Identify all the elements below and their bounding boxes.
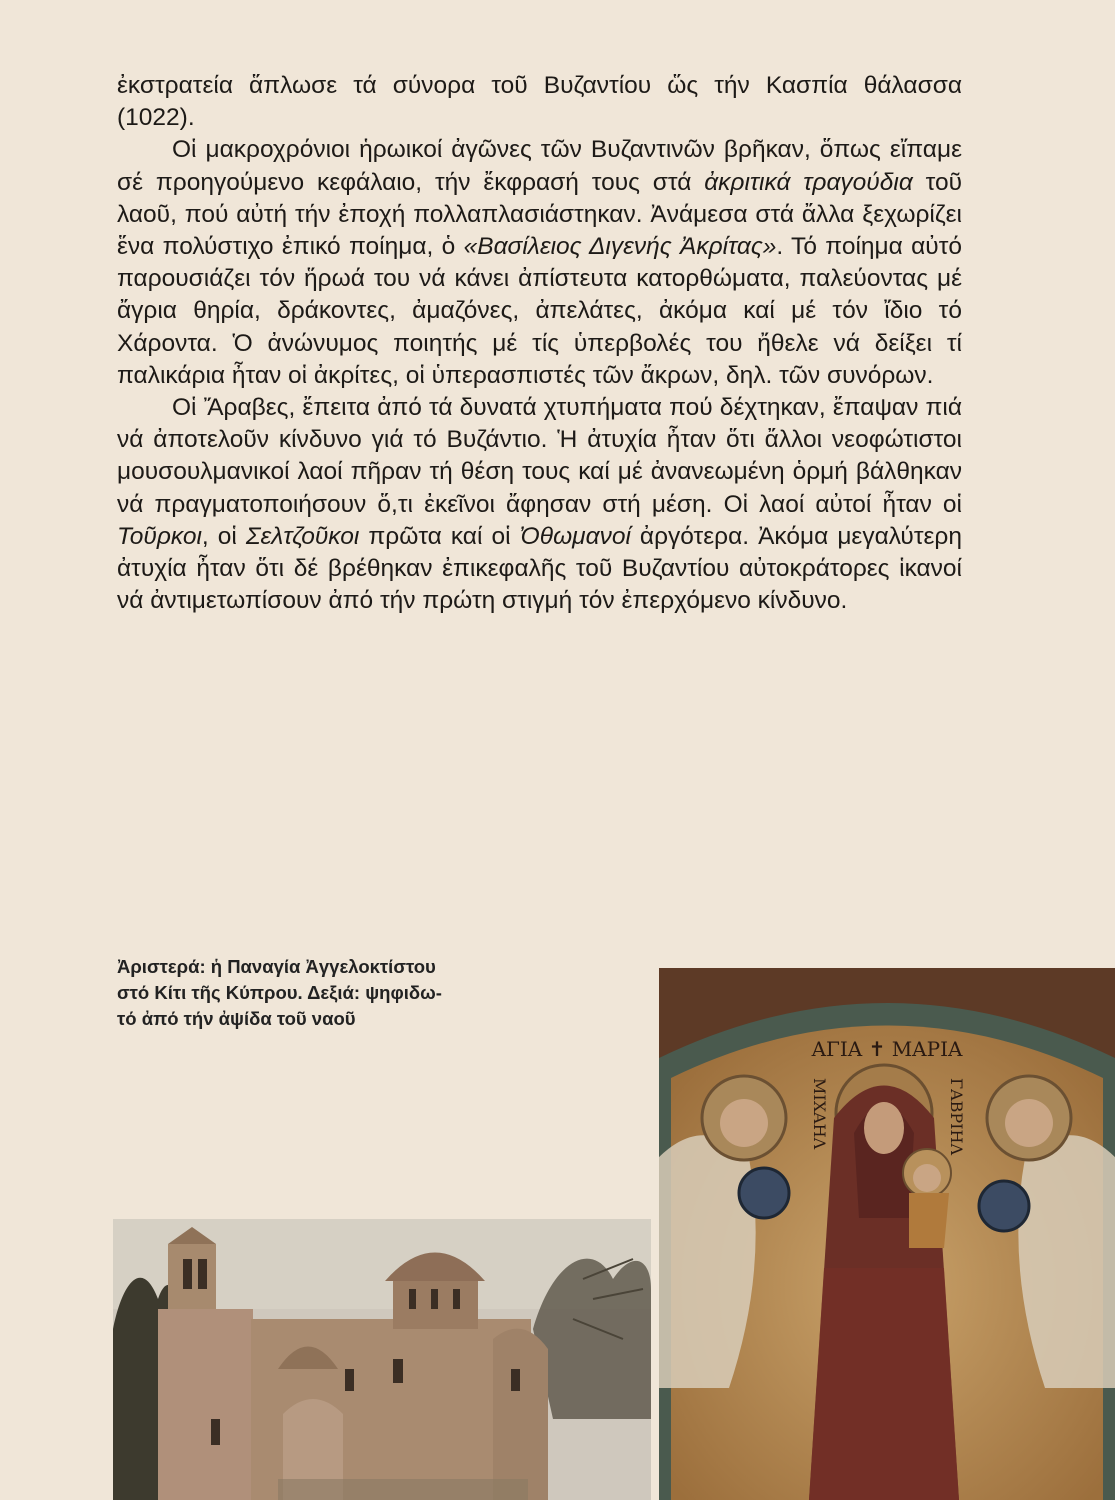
orb-right [979, 1181, 1029, 1231]
paragraph-1-text: ἐκστρατεία ἅπλωσε τά σύνορα τοῦ Βυζαντίου ὥς τήν Κασπία θάλασσα (1022). [117, 72, 962, 132]
figure-caption [117, 954, 507, 1032]
caption-line-1: Ἀριστερά: ἡ Παναγία Ἀγγελοκτίστου [117, 956, 436, 977]
face-gabriel [1005, 1099, 1053, 1147]
inscription-gabriel: ΓΑΒΡΙΗΛ [947, 1078, 966, 1156]
paragraph-2-part: . Τό ποίημα αὐτό παρουσιάζει τόν ἥρωά του νά κάνει ἀπίστευτα κατορθώματα, παλεύοντας μέ ἄγρια θηρία, δράκοντες, ἀμαζόνες, ἀπελάτες, ἀκόμα καί μέ τόν ἴδιο τό Χάροντα. Ὁ ἀνώνυμος ποιητής μέ τίς ὑπερβολές του ἤθελε νά δείξει τί παλικάρια ἦταν οἱ ἀκρίτες, οἱ ὑπερασπιστές τῶν ἄκρων, δηλ. τῶν συνόρων. [117, 233, 962, 389]
paragraph-3-part: πρῶτα καί οἱ [359, 522, 520, 550]
term-seltzoukoi: Σελτζοῦκοι [245, 522, 360, 550]
west-facade [158, 1309, 253, 1500]
inscription-agia-maria: ΑΓΙΑ ✝ ΜΑΡΙΑ [811, 1037, 963, 1061]
face-michael [720, 1099, 768, 1147]
paragraph-3-part: , οἱ [201, 522, 246, 550]
paragraph-3-part: Οἱ Ἄραβες, ἔπειτα ἀπό τά δυνατά χτυπήματα πού δέχτηκαν, ἔπαψαν πιά νά ἀποτελοῦν κίνδυνο γιά τό Βυζάντιο. Ἡ ἀτυχία ἦταν ὅτι ἄλλοι νεοφώτιστοι μουσουλμανικοί λαοί πῆραν τή θέση τους καί μέ ἀνανεωμένη ὁρμή βάλθηκαν νά πραγματοποιήσουν ὅ,τι ἐκεῖνοι ἄφησαν στή μέση. Οἱ λαοί αὐτοί ἦταν οἱ [117, 394, 962, 518]
mosaic-photo [659, 968, 1115, 1500]
mosaic-illustration [659, 968, 1115, 1500]
orb-left [739, 1168, 789, 1218]
face-child [913, 1164, 941, 1192]
inscription-michael: ΜΙΧΑΗΛ [810, 1078, 829, 1150]
face-virgin [864, 1102, 904, 1154]
paragraph-3 [117, 392, 962, 617]
paragraph-2-part: τοῦ λαοῦ, πού αὐτή τήν ἐποχή πολλαπλασιάστηκαν. Ἀνάμεσα στά ἄλλα ξεχωρίζει ἕνα πολύστιχο ἐπικό ποίημα, ὁ [117, 168, 962, 261]
body-text [117, 70, 962, 617]
apse [493, 1329, 548, 1500]
term-othomanoi: Ὀθωμανοί [519, 522, 631, 550]
caption-line-2: στό Κίτι τῆς Κύπρου. Δεξιά: ψηφιδω- [117, 982, 442, 1003]
paragraph-2 [117, 134, 962, 392]
paragraph-2-part: Οἱ μακροχρόνιοι ἡρωικοί ἀγῶνες τῶν Βυζαντινῶν βρῆκαν, ὅπως εἴπαμε σέ προηγούμενο κεφάλαιο, τήν ἔκφρασή τους στά [117, 136, 962, 196]
church-photo [113, 1219, 651, 1500]
paragraph-1 [117, 70, 962, 134]
caption-line-3: τό ἀπό τήν ἀψίδα τοῦ ναοῦ [117, 1008, 356, 1029]
church-illustration [113, 1219, 651, 1500]
term-akritika-tragoudia: ἀκριτικά τραγούδια [704, 168, 913, 196]
term-tourkoi: Τοῦρκοι [117, 522, 202, 550]
paragraph-3-part: ἀργότερα. Ἀκόμα μεγαλύτερη ἀτυχία ἦταν ὅτι δέ βρέθηκαν ἐπικεφαλῆς τοῦ Βυζαντίου αὐτοκράτορες ἱκανοί νά ἀντιμετωπίσουν ἀπό τήν πρώτη στιγμή τόν ἐπερχόμενο κίνδυνο. [117, 522, 962, 615]
term-digenis-akritas: «Βασίλειος Διγενής Ἀκρίτας» [463, 233, 777, 261]
